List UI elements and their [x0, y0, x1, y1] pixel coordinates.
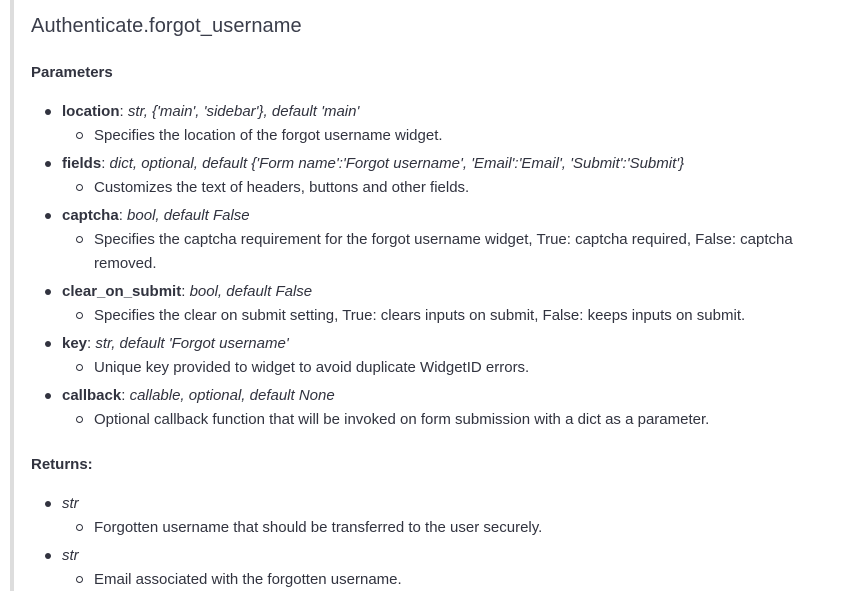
return-description: Email associated with the forgotten username. — [62, 568, 831, 592]
returns-list — [31, 492, 831, 596]
return-item — [31, 492, 831, 540]
param-key: key: str, default 'Forgot username' Unique key provided to widget to avoid duplicate WidgetID errors. — [31, 332, 831, 380]
param-location: location: str, {'main', 'sidebar'}, default 'main' Specifies the location of the forgot username widget. — [31, 100, 831, 148]
return-item — [31, 544, 831, 592]
param-type: bool, default False — [127, 207, 250, 224]
param-type: callable, optional, default None — [129, 387, 335, 404]
param-type: dict, optional, default {'Form name':'Forgot username', 'Email':'Email', 'Submit':'Submit'} — [109, 155, 685, 172]
param-name: location — [62, 103, 120, 120]
param-callback: callback: callable, optional, default None Optional callback function that will be invoked on form submission with a dict as a parameter. — [31, 384, 831, 432]
param-fields: fields: dict, optional, default {'Form name':'Forgot username', 'Email':'Email', 'Submit':'Submit'} Customizes the text of headers, buttons and other fields. — [31, 152, 831, 200]
return-type: str — [62, 495, 79, 512]
param-type: bool, default False — [189, 283, 313, 300]
param-name: captcha — [62, 207, 119, 224]
returns-heading: Returns: — [31, 456, 93, 473]
param-captcha: captcha: bool, default False Specifies the captcha requirement for the forgot username widget, True: captcha required, False: captcha removed. — [31, 204, 831, 276]
param-name: key — [62, 335, 88, 352]
param-description: Specifies the clear on submit setting, True: clears inputs on submit, False: keeps inputs on submit. — [62, 304, 831, 328]
param-description: Specifies the captcha requirement for the forgot username widget, True: captcha required, False: captcha removed. — [62, 228, 831, 276]
return-description: Forgotten username that should be transferred to the user securely. — [62, 516, 831, 540]
return-type: str — [62, 547, 79, 564]
parameters-list — [31, 100, 831, 436]
param-type: str, default 'Forgot username' — [95, 335, 289, 352]
param-description: Optional callback function that will be invoked on form submission with a dict as a parameter. — [62, 408, 831, 432]
docstring-panel — [10, 0, 840, 591]
page-title: Authenticate.forgot_username — [31, 15, 302, 37]
param-name: callback — [62, 387, 122, 404]
param-type: str, {'main', 'sidebar'}, default 'main' — [127, 103, 360, 120]
param-name: clear_on_submit — [62, 283, 182, 300]
param-name: fields — [62, 155, 102, 172]
param-description: Unique key provided to widget to avoid duplicate WidgetID errors. — [62, 356, 831, 380]
parameters-heading: Parameters — [31, 64, 113, 81]
param-description: Specifies the location of the forgot username widget. — [62, 124, 831, 148]
param-clear-on-submit: clear_on_submit: bool, default False Specifies the clear on submit setting, True: clears inputs on submit, False: keeps inputs on submit. — [31, 280, 831, 328]
param-description: Customizes the text of headers, buttons and other fields. — [62, 176, 831, 200]
